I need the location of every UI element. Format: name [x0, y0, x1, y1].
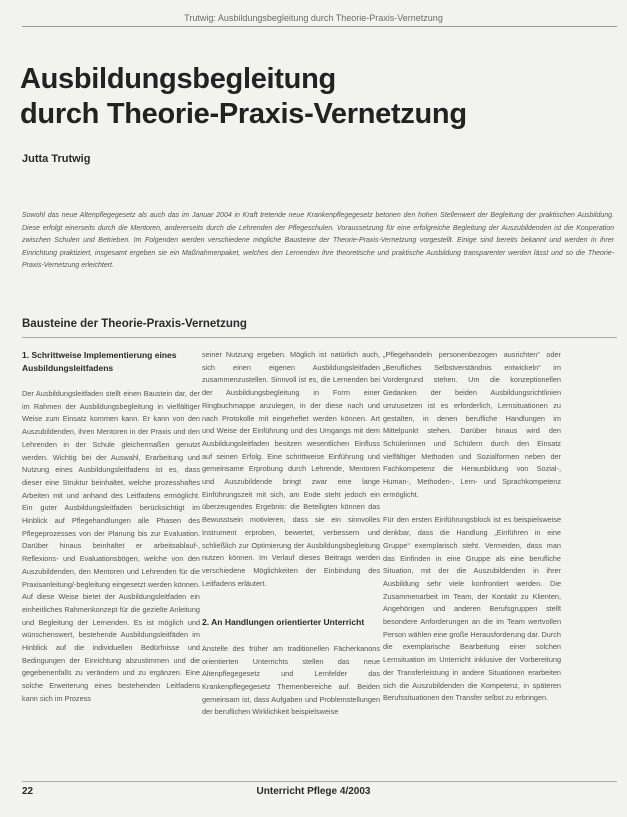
footer-rule: [22, 781, 617, 782]
running-head: Trutwig: Ausbildungsbegleitung durch Theorie-Praxis-Vernetzung: [184, 13, 443, 23]
text-column-2: [202, 349, 380, 732]
journal-title: Unterricht Pflege 4/2003: [256, 786, 371, 797]
body-paragraph: Für den ersten Einführungsblock ist es beispielsweise denkbar, dass die Handlung „Einführen in eine Gruppe“ exemplarisch steht. Vermeiden, dass man das Einfinden in eine Gruppe als eine berufliche Situation, mit der die Auszubildenden in ihrer Ausbildung sehr viele konfrontiert werden. Die Zusammenarbeit im Team, der Kontakt zu Klienten, Angehörigen und anderen Berufsgruppen stellt besondere Anforderungen an die im Team wertvollen Person wählen eine große Herausforderung dar. Durch die exemplarische Bearbeitung einer solchen Lernsituation im Unterricht inklusive der Vorbereitung der Transferleistung in andere Situationen erarbeiten sich die Auszubildenden die Kompetenz, in späteren Berufssituationen den Transfer selbst zu erbringen.: [383, 515, 561, 703]
section-heading: Bausteine der Theorie-Praxis-Vernetzung: [22, 318, 247, 330]
title-line-1: Ausbildungsbegleitung: [20, 63, 336, 95]
body-paragraph: seiner Nutzung ergeben. Möglich ist natürlich auch, sich einen eigenen Ausbildungsleitfaden zusammenzustellen. Sinnvoll ist es, die Lernenden bei der Ausbildungsbegleitung in Form einer Ringbuchmappe anzulegen, in der diese nach und nach Protokolle mit eingeheftet werden können. Art und Weise der Einführung und des Umgangs mit dem Ausbildungsleitfaden besitzen wesentlichen Einfluss auf seinen Erfolg. Eine schrittweise Einführung und gemeinsame Erprobung durch Lehrende, Mentoren und Auszubildende bringt zwar eine lange Einführungszeit mit sich, am Ende steht jedoch ein überzeugendes Ergebnis: die Beteiligten können das Bewusstsein motivieren, dass sie ein sinnvolles Instrument erproben, bewertet, verbessern und schließlich zur Optimierung der Ausbildungsbegleitung nutzen können. Im Verlauf dieses Beitrags werden verschiedene Möglichkeiten der Einbindung des Leitfadens erläutert.: [202, 350, 380, 588]
body-paragraph: „Pflegehandeln personenbezogen ausrichten“ oder „Berufliches Selbstverständnis entwickeln“ im Vordergrund stehen. Um die konzeptionellen Gedanken der beiden Ausbildungsrichtlinien umzusetzen ist es erforderlich, Lernsituationen zu gestalten, in denen berufliche Handlungen im Mittelpunkt stehen. Darüber hinaus wird den Schülerinnen und Schülern durch den Einsatz vielfältiger Methoden und Sozialformen neben der Fachkompetenz die Herausbildung von Sozial-, Human-, Methoden-, Lern- und Sprachkompetenz ermöglicht.: [383, 350, 561, 499]
body-paragraph: Der Ausbildungsleitfaden stellt einen Baustein dar, der im Rahmen der Ausbildungsbegleitung in vielfältiger Weise zum Einsatz kommen kann. Er kann von den Auszubildenden, ihren Mentoren in der Praxis und den Lehrenden in der Schule gleichermaßen genutzt werden. Wichtig bei der Auswahl, Erarbeitung und Nutzung eines Ausbildungsleitfadens ist es, dass dieser eine Struktur beinhaltet, welche prozesshaftes Arbeiten mit und anhand des Leitfadens ermöglicht. Ein guter Ausbildungsleitfaden berücksichtigt im Hinblick auf Pflegehandlungen alle Phasen des Pflegeprozesses von der Planung bis zur Evaluation. Darüber hinaus beinhaltet er arbeitsablauf-, Reflexions- und Evaluationsbögen, welche von den Auszubildenden, den Mentoren und Lehrenden für die Praxisanleitung/-begleitung eingesetzt werden können. Auf diese Weise bietet der Ausbildungsleitfaden ein einheitliches Rahmenkonzept für die gezielte Anleitung und Begleitung der Lernenden. Es ist möglich und wünschenswert, bestehende Ausbildungsleitfäden im Hinblick auf die individuellen Bedürfnisse und Bedingungen der Einrichtung abzustimmen und die gegebenenfalls zu verändern und zu ergänzen. Eine solche Erweiterung eines bestehenden Leitfadens kann sich im Prozess: [22, 389, 200, 703]
body-paragraph: Anstelle des früher am traditionellen Fächerkanons orientierten Unterrichts stellen das neue Altenpflegegesetz und Lernfelder das Krankenpflegegesetz Themenbereiche auf. Beiden gemeinsam ist, dass Aufgaben und Problemstellungen der beruflichen Wirklichkeit beispielsweise: [202, 643, 380, 717]
header-rule: [22, 26, 617, 27]
subheading-2: 2. An Handlungen orientierter Unterricht: [202, 617, 365, 628]
article-title: [20, 62, 560, 132]
author-name: Jutta Trutwig: [22, 153, 91, 165]
title-line-2: durch Theorie-Praxis-Vernetzung: [20, 98, 467, 130]
page-number: 22: [22, 786, 34, 797]
subheading-1: 1. Schrittweise Implementierung eines Ausbildungsleitfadens: [22, 350, 177, 373]
text-column-1: [22, 349, 200, 719]
section-rule: [22, 337, 617, 338]
text-column-3: [383, 349, 561, 718]
abstract: Sowohl das neue Altenpflegegesetz als auch das im Januar 2004 in Kraft tretende neue Krankenpflegegesetz betonen den hohen Stellenwert der Begleitung der praktischen Ausbildung. Diese erfolgt einerseits durch die Mentoren, andererseits durch die Lehrenden der Pflegeschulen. Voraussetzung für eine erfolgreiche Begleitung der Auszubildenden ist die Kooperation zwischen Schulen und Betrieben. Im Folgenden werden verschiedene mögliche Bausteine der Theorie-Praxis-Vernetzung vorgestellt. Einige sind bereits bekannt und werden in ihrer Einrichtung praktiziert, insgesamt ergeben sie ein Maßnahmenpaket, welches den Lernenden ihre theoretische und praktische Ausbildung transparenter werden lässt und so die Theorie-Praxis-Vernetzung erleichtert.: [22, 212, 614, 269]
